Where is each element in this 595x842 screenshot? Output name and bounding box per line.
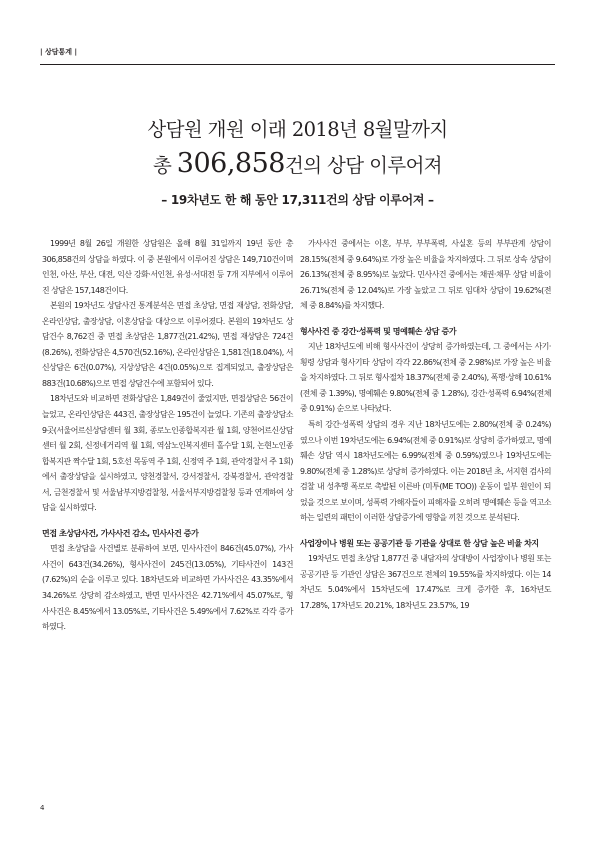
right-column: [300, 236, 551, 614]
paragraph-metoo: 특히 강간·성폭력 상담의 경우 지난 18차년도에는 2.80%(전체 중 0.24%)였으나 이번 19차년도에는 6.94%(전체 중 0.91%)로 상당히 증가하였고, 명예훼손 상담 역시 18차년도에는 6.99%(전체 중 0.59%)였으나 19차년도에는 9.80%(전체 중 1.28%)로 상당히 증가하였다. 이는 2018년 초, 서지현 검사의 검찰 내 성추행 폭로로 촉발된 이른바 (미투(ME TOO)) 운동이 일부 원인이 되었을 것으로 보이며, 성폭력 가해자들이 피해자를 오히려 명예훼손 등을 역고소하는 일련의 패턴이 이러한 상담증가에 영향을 끼친 것으로 분석된다.: [300, 420, 551, 523]
page-number: 4: [40, 804, 45, 812]
title-total-count: 306,858: [176, 148, 285, 179]
section-heading-institutions: 사업장이나 병원 또는 공공기관 등 기관을 상대로 한 상담 높은 비율 차지: [300, 538, 539, 548]
paragraph-family-civil: 가사사건 중에서는 이혼, 부부, 부부폭력, 사실혼 등의 부부관계 상담이 28.15%(전체 중 9.64%)로 가장 높은 비율을 차지하였다. 그 뒤로 상속 상담이 26.13%(전체 중 8.95%)로 높았다. 민사사건 중에서는 채권·채무 상담 비율이 26.71%(전체 중 12.04%)로 가장 높았고 그 뒤로 임대차 상담이 19.62%(전체 중 8.84%)를 차지했다.: [300, 239, 551, 311]
section-heading-criminal: 형사사건 중 강간·성폭력 및 명예훼손 상담 증가: [300, 326, 457, 336]
paragraph-institutions: 19차년도 면접 초상담 1,877건 중 내담자의 상대방이 사업장이나 병원 또는 공공기관 등 기관인 상담은 367건으로 전체의 19.55%를 차지하였다. 이는 14차년도 5.04%에서 15차년도에 17.47%로 크게 증가한 후, 16차년도 17.28%, 17차년도 20.21%, 18차년도 23.57%, 19: [300, 554, 551, 611]
title-suffix: 건의 상담 이루어져: [284, 154, 443, 177]
paragraph-case-types: 면접 초상담을 사건별로 분류하여 보면, 민사사건이 846건(45.07%), 가사사건이 643건(34.26%), 형사사건이 245건(13.05%), 기타사건이 143건(7.62%)의 순을 이루고 있다. 18차년도와 비교하면 가사사건은 43.35%에서 34.26%로 상당히 감소하였고, 반면 민사사건은 42.71%에서 45.07%로, 형사사건은 8.45%에서 13.05%로, 기타사건은 5.49%에서 7.62%로 각각 증가하였다.: [42, 544, 293, 632]
paragraph-intro: 1999년 8월 26일 개원한 상담원은 올해 8월 31일까지 19년 동안 총 306,858건의 상담을 하였다. 이 중 본원에서 이루어진 상담은 149,710건이며 인천, 아산, 부산, 대전, 익산 강화·서인천, 유성·서대전 등 7개 지부에서 이루어진 상담은 157,148건이다.: [42, 239, 293, 295]
paragraph-criminal: 지난 18차년도에 비해 형사사건이 상당히 증가하였는데, 그 중에서는 사기·횡령 상담과 형사기타 상담이 각각 22.86%(전체 중 2.98%)로 가장 높은 비율을 차지하였다. 그 뒤로 형사절차 18.37%(전체 중 2.40%), 폭행·상해 10.61%(전체 중 1.39%), 명예훼손 9.80%(전체 중 1.28%), 강간·성폭력 6.94%(전체 중 0.91%) 순으로 나타났다.: [300, 342, 551, 414]
section-label: | 상담통계 |: [40, 48, 78, 56]
paragraph-comparison: 18차년도와 비교하면 전화상담은 1,849건이 줄었지만, 면접상담은 56건이 늘었고, 온라인상담은 443건, 출장상담은 195건이 늘었다. 기존의 출장상담소 9곳(서울어르신상담센터 월 3회, 종로노인종합복지관 월 1회, 양천어르신상담센터 월 2회, 신정네거리역 월 1회, 역삼노인복지센터 홀수달 1회, 논현노인종합복지관 짝수달 1회, 5호선 목동역 주 1회, 신정역 주 1회, 관악경찰서 주 1회)에서 출장상담을 실시하였고, 양천경찰서, 강서경찰서, 강북경찰서, 관악경찰서, 금천경찰서 및 서울남부지방검찰청, 서울서부지방검찰청 등과 연계하여 상담을 실시하였다.: [42, 394, 293, 513]
section-heading-initial-consult: 면접 초상담사건, 가사사건 감소, 민사사건 증가: [42, 528, 199, 538]
paragraph-stats: 본원의 19차년도 상담사건 통계분석은 면접 초상담, 면접 재상담, 전화상담, 온라인상담, 출장상담, 이혼상담을 대상으로 이루어졌다. 본원의 19차년도 상담건수 8,762건 중 면접 초상담은 1,877건(21.42%), 면접 재상담은 724건(8.26%), 전화상담은 4,570건(52.16%), 온라인상담은 1,581건(18.04%), 서신상담은 6건(0.07%), 지상상담은 4건(0.05%)으로 집계되었고, 출장상담은 883건(10.68%)으로 면접 상담건수에 포함되어 있다.: [42, 301, 293, 388]
left-column: [42, 236, 293, 635]
title-line-2: [0, 148, 595, 179]
header-divider: [40, 64, 555, 65]
subtitle: – 19차년도 한 해 동안 17,311건의 상담 이루어져 –: [161, 193, 434, 207]
title-prefix: 총: [152, 154, 177, 177]
title-line-1: 상담원 개원 이래 2018년 8월말까지: [147, 118, 448, 141]
